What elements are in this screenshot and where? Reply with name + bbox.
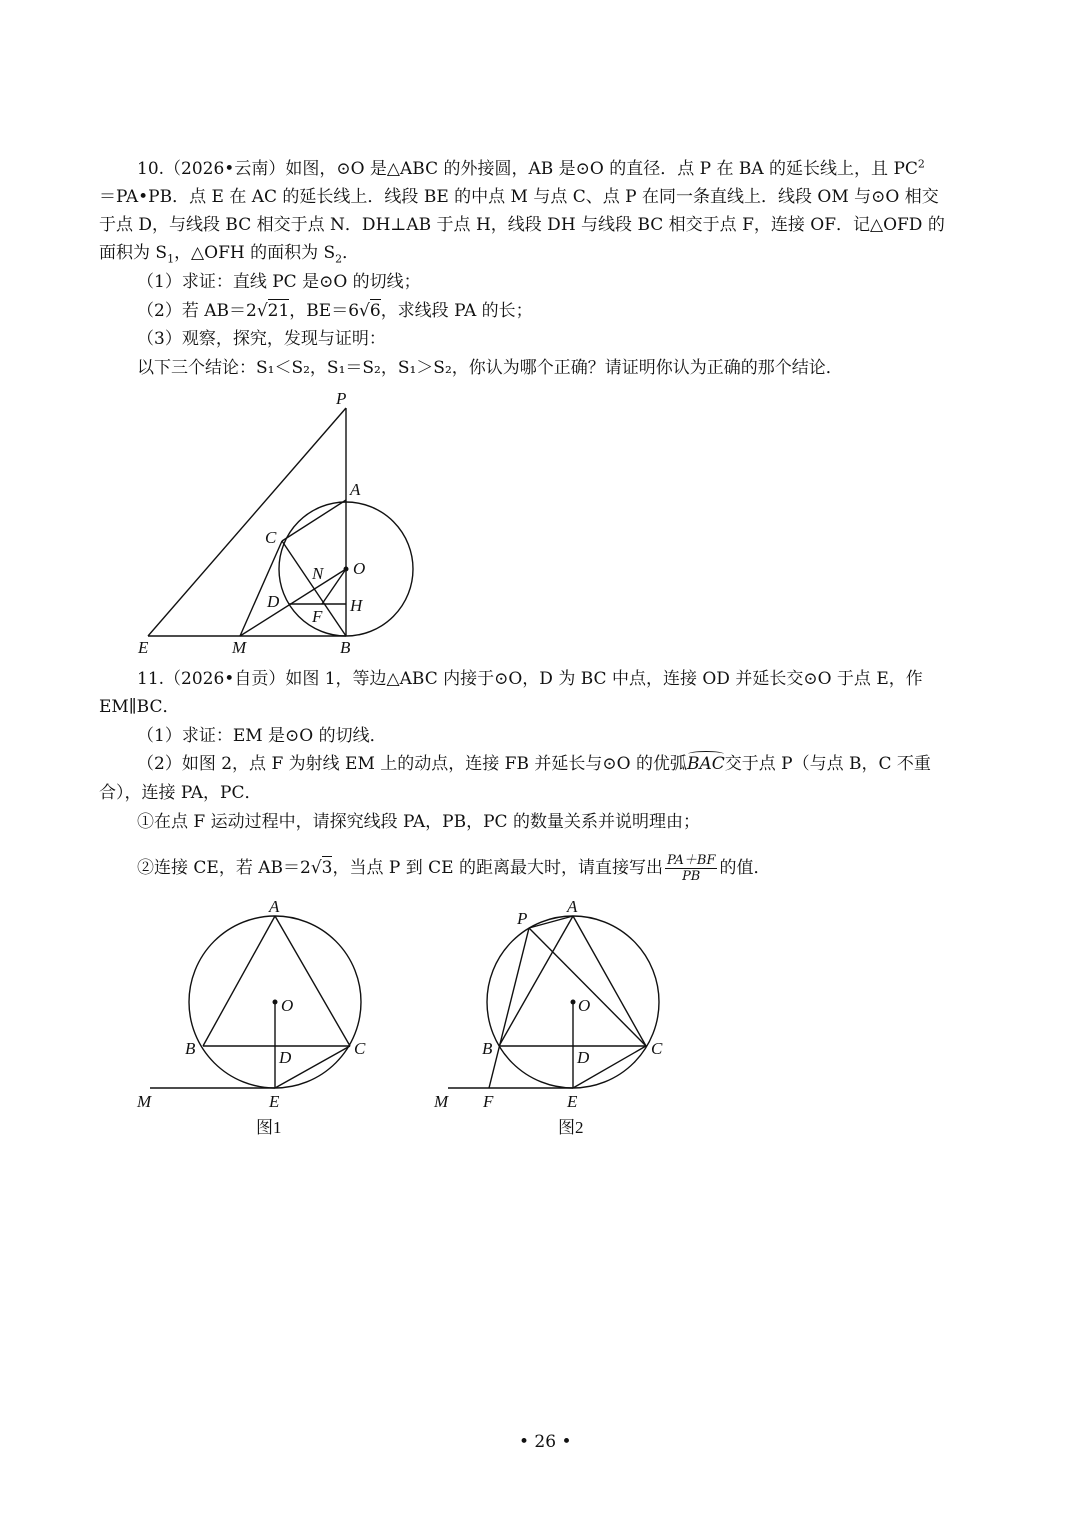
fig1-label-a: A (269, 897, 280, 916)
fig2-ac (573, 916, 646, 1046)
label-h: H (350, 596, 363, 615)
p10-line2: ＝PA•PB．点 E 在 AC 的延长线上．线段 BE 的中点 M 与点 C、点 P 在同一条直线上．线段 OM 与⊙O 相交 (99, 187, 939, 207)
fig1-label-m: M (137, 1092, 152, 1111)
fig2-pc (529, 928, 646, 1046)
fraction: $\frac{PA+BF}{PB}$ (666, 853, 716, 884)
p10-line1: 10.（2026•云南）如图，⊙O 是△ABC 的外接圆，AB 是⊙O 的直径．点 P 在 BA 的延长线上，且 $PC^2$ (137, 157, 925, 179)
fig2-label-p: P (517, 909, 528, 928)
fig1-ac (275, 916, 350, 1046)
p11-line2: EM∥BC． (99, 697, 180, 717)
p10-question-1: （1）求证：直线 PC 是⊙O 的切线； (137, 272, 421, 292)
center-o-dot-fig2 (571, 1000, 576, 1005)
fig1-label-o: O (281, 996, 294, 1015)
p10-question-2: （2）若 AB＝2√21，BE＝6√6，求线段 PA 的长； (137, 301, 533, 321)
fig2-caption: 图2 (558, 1118, 584, 1137)
fig2-pf (489, 928, 529, 1088)
p11-question-2: （2）如图 2，点 F 为射线 EM 上的动点，连接 FB 并延长与⊙O 的优弧BAC交于点 P（与点 B，C 不重 (137, 754, 931, 774)
p10-question-3: （3）观察，探究，发现与证明： (137, 329, 386, 349)
fig1-ab (203, 916, 275, 1046)
p10-line3: 于点 D，与线段 BC 相交于点 N．DH⊥AB 于点 H，线段 DH 与线段 BC 相交于点 F，连接 OF．记△OFD 的 (99, 215, 945, 235)
fig1-label-e: E (269, 1092, 280, 1111)
p11-line1: 11.（2026•自贡）如图 1，等边△ABC 内接于⊙O，D 为 BC 中点，连接 OD 并延长交⊙O 于点 E，作 (137, 669, 923, 689)
p11-question-2-part1: ①在点 F 运动过程中，请探究线段 PA，PB，PC 的数量关系并说明理由； (137, 812, 700, 832)
label-d: D (267, 592, 280, 611)
fig1-label-d: D (279, 1048, 292, 1067)
fig2-label-b: B (482, 1039, 493, 1058)
center-o-dot-fig1 (273, 1000, 278, 1005)
figure-1 (150, 916, 361, 1088)
fig2-label-e: E (567, 1092, 578, 1111)
page-number: • 26 • (519, 1432, 572, 1452)
label-o: O (353, 559, 366, 578)
p11-question-2-part2: ②连接 CE，若 AB＝2√3，当点 P 到 CE 的距离最大时，请直接写出 $\frac{PA+BF}{PB}$ 的值． (137, 853, 771, 884)
fig2-label-d: D (577, 1048, 590, 1067)
p11-question-1: （1）求证：EM 是⊙O 的切线． (137, 726, 387, 746)
label-e: E (138, 638, 149, 657)
fig2-label-o: O (578, 996, 591, 1015)
p10-line4: 面积为 $S_1$，△OFH 的面积为 $S_2$． (99, 243, 360, 266)
label-c: C (265, 528, 277, 547)
label-p: P (336, 389, 347, 408)
fig2-label-c: C (651, 1039, 663, 1058)
label-n: N (312, 564, 324, 583)
fig2-label-m: M (434, 1092, 449, 1111)
label-b: B (340, 638, 351, 657)
fig2-label-a: A (567, 897, 578, 916)
figure-2 (448, 916, 659, 1088)
label-f: F (312, 607, 323, 626)
label-a: A (350, 480, 361, 499)
fig1-label-c: C (354, 1039, 366, 1058)
label-m: M (232, 638, 247, 657)
p11-question-2-cont: 合），连接 PA，PC． (99, 783, 262, 803)
fig1-label-b: B (185, 1039, 196, 1058)
fig2-label-f: F (483, 1092, 494, 1111)
fig1-caption: 图1 (256, 1118, 282, 1137)
p10-conclusions: 以下三个结论：S₁＜S₂，S₁＝S₂，S₁＞S₂，你认为哪个正确？请证明你认为正确的那个结论． (137, 358, 843, 378)
